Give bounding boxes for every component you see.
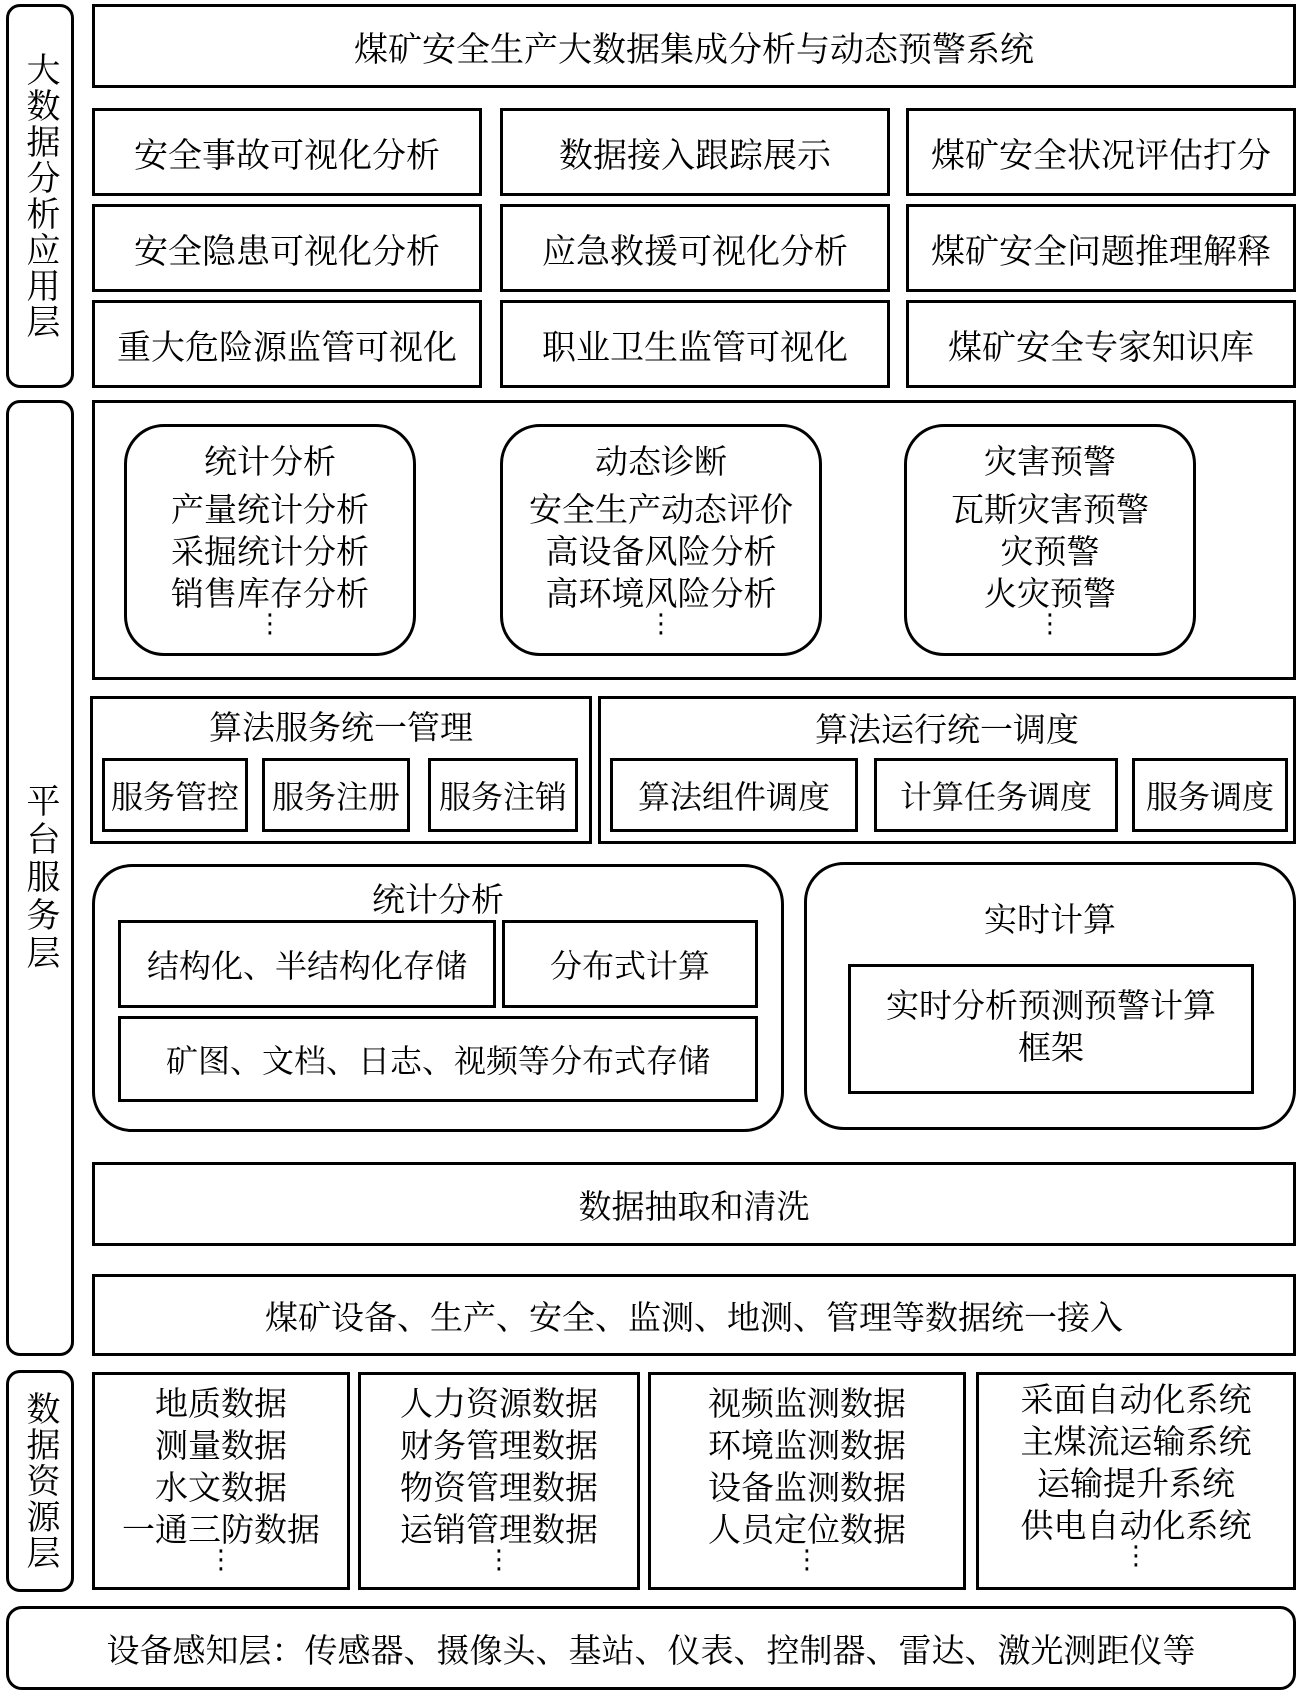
- resource-item: 人员定位数据: [708, 1510, 906, 1549]
- device-sensing-layer: [6, 1606, 1296, 1690]
- more-ellipsis: ⋮: [794, 1545, 820, 1575]
- resource-item: 水文数据: [155, 1468, 287, 1507]
- structured-storage-label: 结构化、半结构化存储: [146, 947, 467, 985]
- app-module-major-hazard: [92, 300, 482, 388]
- structured-storage-box: [118, 920, 496, 1008]
- more-ellipsis: ⋮: [208, 1545, 234, 1575]
- app-module-label: 职业卫生监管可视化: [542, 327, 848, 368]
- unified-access-box: [92, 1274, 1296, 1356]
- resource-item: 运销管理数据: [400, 1510, 598, 1549]
- algo-run-title: 算法运行统一调度: [815, 710, 1079, 749]
- app-module-occupational-health: [500, 300, 890, 388]
- resource-item: 环境监测数据: [708, 1426, 906, 1465]
- resource-item: 一通三防数据: [122, 1510, 320, 1549]
- etl-label: 数据抽取和清洗: [578, 1186, 810, 1226]
- analysis-group-title: 动态诊断: [595, 442, 727, 481]
- more-ellipsis: ⋮: [486, 1545, 512, 1575]
- component-schedule-label: 算法组件调度: [637, 778, 830, 816]
- app-module-reasoning: [906, 204, 1296, 292]
- distributed-storage-box: [118, 1016, 758, 1102]
- more-ellipsis: ⋮: [1123, 1541, 1149, 1571]
- storage-title: 统计分析: [372, 880, 504, 919]
- realtime-framework-box: [848, 964, 1254, 1094]
- distributed-compute-box: [502, 920, 758, 1008]
- layer-label-platform: [6, 400, 74, 1356]
- layer-label-platform-text: 平台服务层: [20, 783, 60, 973]
- app-module-data-tracking: [500, 108, 890, 196]
- app-module-hazard-visual: [92, 204, 482, 292]
- analysis-group-title: 统计分析: [204, 442, 336, 481]
- resource-group-geology: [92, 1372, 350, 1590]
- resource-item: 采面自动化系统: [1020, 1380, 1252, 1419]
- layer-label-app-text: 大数据分析应用层: [20, 52, 60, 340]
- app-module-rescue-visual: [500, 204, 890, 292]
- unified-access-label: 煤矿设备、生产、安全、监测、地测、管理等数据统一接入: [265, 1297, 1123, 1337]
- analysis-group-statistics: [124, 424, 416, 656]
- resource-item: 人力资源数据: [400, 1384, 598, 1423]
- more-ellipsis: ⋮: [257, 609, 283, 639]
- service-deregister-label: 服务注销: [438, 778, 567, 816]
- layer-label-resource: [6, 1370, 74, 1592]
- resource-item: 主煤流运输系统: [1020, 1422, 1252, 1461]
- distributed-compute-label: 分布式计算: [549, 947, 710, 985]
- system-title-text: 煤矿安全生产大数据集成分析与动态预警系统: [354, 29, 1034, 70]
- app-module-safety-scoring: [906, 108, 1296, 196]
- app-module-label: 安全事故可视化分析: [134, 135, 440, 176]
- resource-group-automation: [976, 1372, 1296, 1590]
- service-control-label: 服务管控: [110, 778, 239, 816]
- resource-item: 物资管理数据: [400, 1468, 598, 1507]
- app-module-label: 应急救援可视化分析: [542, 231, 848, 272]
- more-ellipsis: ⋮: [648, 609, 674, 639]
- app-module-accident-visual: [92, 108, 482, 196]
- app-module-expert-kb: [906, 300, 1296, 388]
- analysis-item: 灾预警: [1000, 532, 1100, 571]
- analysis-group-dynamic-diagnosis: [500, 424, 822, 656]
- analysis-item: 火灾预警: [984, 574, 1116, 613]
- layer-label-app: [6, 4, 74, 388]
- app-module-label: 数据接入跟踪展示: [559, 135, 831, 176]
- app-module-label: 煤矿安全专家知识库: [948, 327, 1254, 368]
- analysis-item: 销售库存分析: [171, 574, 369, 613]
- app-module-label: 重大危险源监管可视化: [117, 327, 457, 368]
- analysis-group-title: 灾害预警: [984, 442, 1116, 481]
- more-ellipsis: ⋮: [1037, 609, 1063, 639]
- analysis-item: 采掘统计分析: [171, 532, 369, 571]
- resource-group-monitoring: [648, 1372, 966, 1590]
- analysis-item: 瓦斯灾害预警: [951, 490, 1149, 529]
- analysis-item: 高设备风险分析: [545, 532, 777, 571]
- app-module-label: 煤矿安全状况评估打分: [931, 135, 1271, 176]
- device-sensing-label: 设备感知层：传感器、摄像头、基站、仪表、控制器、雷达、激光测距仪等: [106, 1630, 1196, 1670]
- analysis-item: 产量统计分析: [171, 490, 369, 529]
- resource-item: 地质数据: [155, 1384, 287, 1423]
- service-deregister-box: [428, 758, 578, 832]
- service-schedule-label: 服务调度: [1145, 778, 1274, 816]
- distributed-storage-label: 矿图、文档、日志、视频等分布式存储: [165, 1042, 710, 1080]
- component-schedule-box: [610, 758, 858, 832]
- resource-item: 运输提升系统: [1037, 1464, 1235, 1503]
- analysis-group-disaster-warning: [904, 424, 1196, 656]
- realtime-title: 实时计算: [984, 900, 1116, 939]
- algo-service-title: 算法服务统一管理: [209, 708, 473, 747]
- app-module-label: 安全隐患可视化分析: [134, 231, 440, 272]
- analysis-item: 高环境风险分析: [545, 574, 777, 613]
- analysis-item: 安全生产动态评价: [529, 490, 793, 529]
- task-schedule-box: [874, 758, 1118, 832]
- service-control-box: [102, 758, 248, 832]
- resource-item: 测量数据: [155, 1426, 287, 1465]
- resource-item: 供电自动化系统: [1020, 1506, 1252, 1545]
- service-register-label: 服务注册: [271, 778, 400, 816]
- resource-item: 财务管理数据: [400, 1426, 598, 1465]
- app-module-label: 煤矿安全问题推理解释: [931, 231, 1271, 272]
- resource-item: 设备监测数据: [708, 1468, 906, 1507]
- task-schedule-label: 计算任务调度: [899, 778, 1092, 816]
- resource-item: 视频监测数据: [708, 1384, 906, 1423]
- realtime-framework-line2: 框架: [1018, 1028, 1084, 1067]
- service-schedule-box: [1132, 758, 1288, 832]
- service-register-box: [262, 758, 410, 832]
- system-title: [92, 4, 1296, 88]
- realtime-framework-line1: 实时分析预测预警计算: [886, 986, 1216, 1025]
- layer-label-resource-text: 数据资源层: [20, 1391, 60, 1571]
- resource-group-management: [358, 1372, 640, 1590]
- etl-box: [92, 1162, 1296, 1246]
